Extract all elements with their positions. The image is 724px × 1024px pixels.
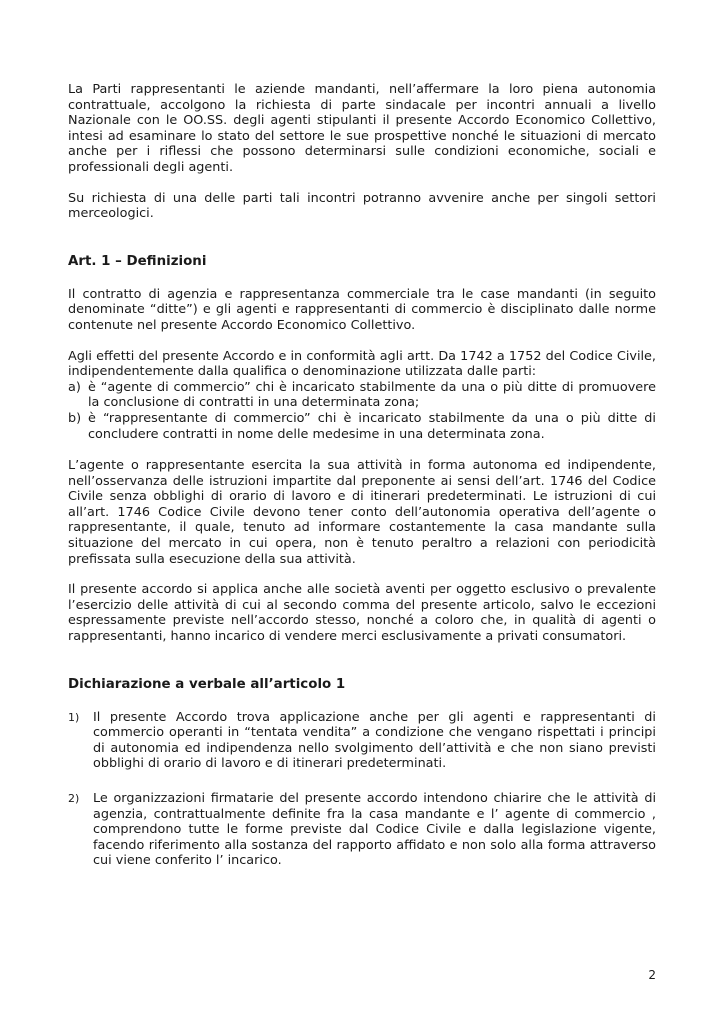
list-item-a [68,380,656,411]
paragraph-contratto-agenzia: Il contratto di agenzia e rappresentanza commerciale tra le case mandanti (in seguito denominate “ditte”) e gli agenti e rappresentanti di commercio è disciplinato dalle norme contenute nel presente Accordo Economico Collettivo. [68,286,656,333]
paragraph-agente-esercita: L’agente o rappresentante esercita la sua attività in forma autonoma ed indipendente, nell’osservanza delle istruzioni impartite dal preponente ai sensi dell’art. 1746 del Codice Civile senza obblighi di orario di lavoro e di itinerari predeterminati. Le istruzioni di cui all’art. 1746 Codice Civile devono tener conto dell’autonomia operativa dell’agente o rappresentante, il quale, tenuto ad informare costantemente la casa mandante sulla situazione del mercato in cui opera, non è tenuto peraltro a relazioni con periodicità prefissata sulla esecuzione della sua attività. [68,458,656,567]
numbered-marker-2: 2) [68,792,80,805]
numbered-item-1 [68,710,656,772]
list-item-b [68,411,656,442]
list-marker-b: b) [68,410,82,426]
numbered-item-1-text: Il presente Accordo trova applicazione anche per gli agenti e rappresentanti di commercio operanti in “tentata vendita” a condizione che vengano rispettati i principi di autonomia ed indipendenza nello svolgimento dell’attività e che non siano previsti obblighi di orario di lavoro e di itinerari predeterminati. [93,709,656,772]
list-item-a-text: è “agente di commercio” chi è incaricato stabilmente da una o più ditte di promuovere la conclusione di contratti in una determinata zona; [88,379,656,411]
heading-dichiarazione-verbale: Dichiarazione a verbale all’articolo 1 [68,676,346,692]
numbered-marker-1: 1) [68,710,80,724]
numbered-item-2-text: Le organizzazioni firmatarie del presente accordo intendono chiarire che le attività di agenzia, contrattualmente definite fra la casa mandante e l’ agente di commercio , comprendono tutte le forme previste dal Codice Civile e dalla legislazione vigente, facendo riferimento alla sostanza del rapporto affidato e non solo alla forma attraverso cui viene conferito l’ incarico. [93,791,656,869]
page-number: 2 [648,968,656,982]
heading-art-1-definizioni: Art. 1 – Definizioni [68,253,207,269]
paragraph-agli-effetti: Agli effetti del presente Accordo e in conformità agli artt. Da 1742 a 1752 del Codice Civile, indipendentemente dalla qualifica o denominazione utilizzata dalle parti: [68,348,656,380]
list-marker-a: a) [68,379,81,395]
list-item-b-text: è “rappresentante di commercio” chi è incaricato stabilmente da una o più ditte di concludere contratti in nome delle medesime in una determinata zona. [88,410,656,442]
paragraph-su-richiesta: Su richiesta di una delle parti tali incontri potranno avvenire anche per singoli settori merceologici. [68,190,656,222]
numbered-item-2 [68,791,656,869]
paragraph-parti-rappresentanti: La Parti rappresentanti le aziende mandanti, nell’affermare la loro piena autonomia contrattuale, accolgono la richiesta di parte sindacale per incontri annuali a livello Nazionale con le OO.SS. degli agenti stipulanti il presente Accordo Economico Collettivo, intesi ad esaminare lo stato del settore le sue prospettive nonché le situazioni di mercato anche per i riflessi che possono determinarsi sulle condizioni economiche, sociali e professionali degli agenti. [68,82,656,175]
paragraph-presente-accordo: Il presente accordo si applica anche alle società aventi per oggetto esclusivo o prevalente l’esercizio delle attività di cui al secondo comma del presente articolo, salvo le eccezioni espressamente previste nell’accordo stesso, nonché a coloro che, in qualità di agenti o rappresentanti, hanno incarico di vendere merci esclusivamente a privati consumatori. [68,582,656,645]
